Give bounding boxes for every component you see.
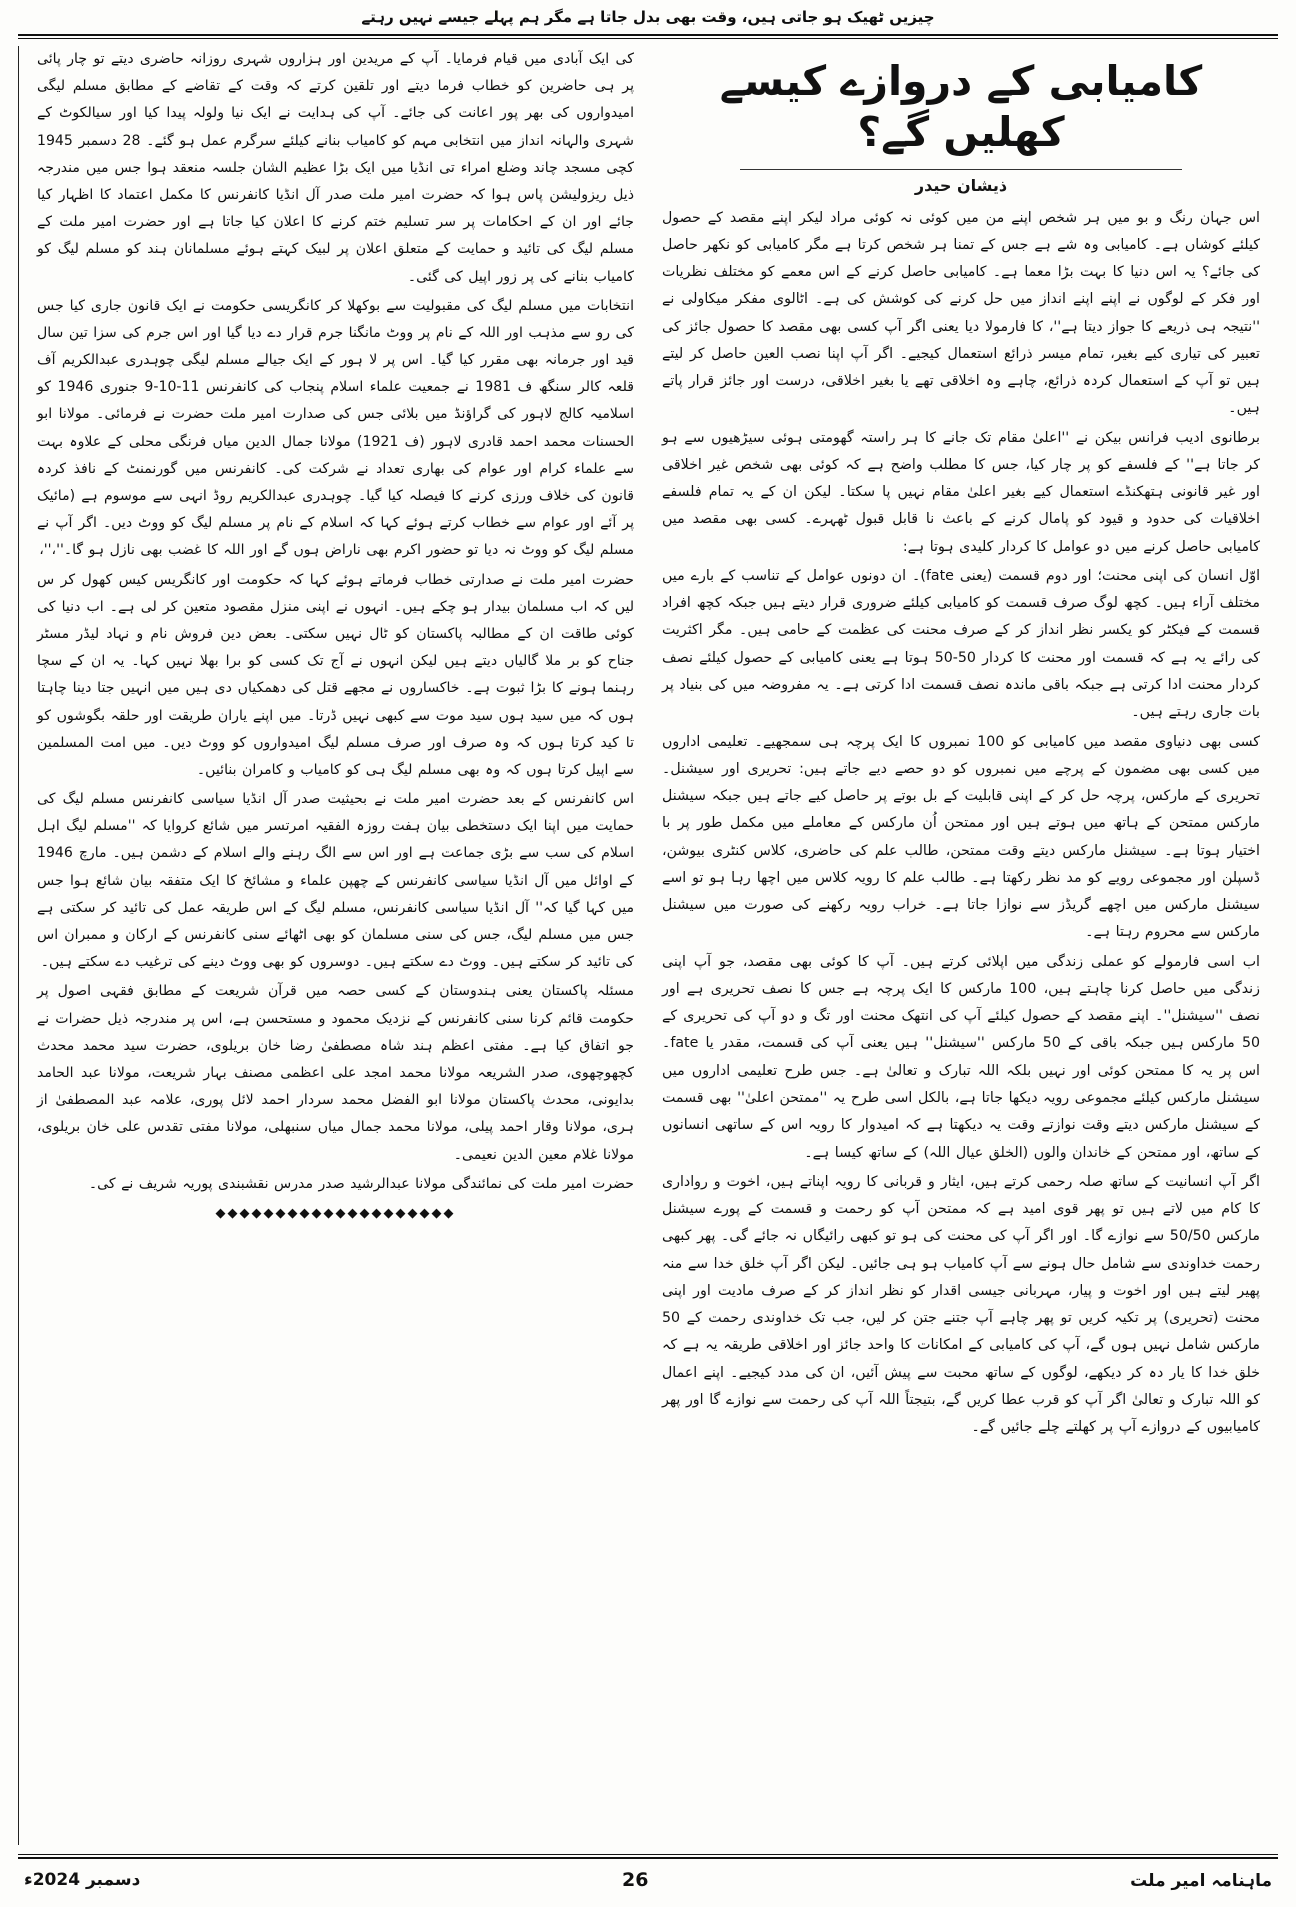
article-byline: ذیشان حیدر — [914, 175, 1008, 195]
column-left — [648, 46, 1278, 1845]
magazine-name: ماہنامہ امیر ملت — [1130, 1870, 1272, 1891]
footer-rule-thick — [18, 1857, 1278, 1859]
column-right — [18, 46, 648, 1845]
paragraph: کسی بھی دنیاوی مقصد میں کامیابی کو 100 نمبروں کا ایک پرچہ ہی سمجھیے۔ تعلیمی اداروں میں کسی بھی مضمون کے پرچے میں نمبروں کو دو حصے دیے جاتے ہیں: تحریری اور سیشنل۔ تحریری کے مارکس، پرچہ حل کر کے اپنی قابلیت کے بل بوتے پر حاصل کیے جاتے ہیں جبکہ سیشنل مارکس ممتحن کے ہاتھ میں ہوتے ہیں اور ممتحن اُن مارکس کے معاملے میں مکمل طور پر با اختیار ہوتا ہے۔ سیشنل مارکس دیتے وقت ممتحن، طالب علم کی حاضری، کلاس کنٹری بیوشن، ڈسپلن اور مجموعی رویے کو مد نظر رکھتا ہے۔ طالب علم کا رویہ کلاس میں اچھا رہا ہو تو اسے سیشنل مارکس میں اچھے گریڈز سے نوازا جاتا ہے۔ خراب رویہ رکھنے کی صورت میں سیشنل مارکس سے محروم رہتا ہے۔ — [662, 733, 1260, 941]
section-end-ornament: ◆◆◆◆◆◆◆◆◆◆◆◆◆◆◆◆◆◆◆◆ — [215, 1205, 456, 1221]
issue-date: دسمبر 2024ء — [24, 1870, 141, 1890]
paragraph: اس جہان رنگ و بو میں ہر شخص اپنے من میں کوئی نہ کوئی مراد لیکر اپنے مقصد کے حصول کیلئے کوشاں ہے۔ کامیابی وہ شے ہے جس کے تمنا ہر شخص کرتا ہے مگر کامیابی کو نکھر حاصل کی جائے؟ یہ اس دنیا کا بہت بڑا معما ہے۔ کامیابی حاصل کرنے کے اس معمے کو مختلف نظریات اور فکر کے لوگوں نے اپنے اپنے انداز میں حل کرنے کی کوشش کی ہے۔ اٹالوی مفکر میکاولی نے ''نتیجہ ہی ذریعے کا جواز دیتا ہے''، کا فارمولا دیا یعنی اگر آپ کسی بھی مقصد کا حصول جائز کی تعبیر کی تیاری کیے بغیر، تمام میسر ذرائع استعمال کیجیے۔ اگر آپ اپنا نصب العین حاصل کر لیتے ہیں تو آپ کے استعمال کردہ ذرائع، چاہے وہ اخلاقی تھے یا بغیر اخلاقی، درست اور جائز قرار پاتے ہیں۔ — [662, 209, 1260, 417]
footer-rule-thin — [18, 1854, 1278, 1855]
header-rule-thin — [18, 38, 1278, 39]
title-block — [662, 56, 1260, 195]
paragraph: مسئلہ پاکستان یعنی ہندوستان کے کسی حصہ میں قرآن شریعت کے مطابق فقہی اصول پر حکومت قائم کرنا سنی کانفرنس کے نزدیک محمود و مستحسن ہے، اس پر مندرجہ ذیل حضرات نے جو اتفاق کیا ہے۔ مفتی اعظم ہند شاہ مصطفیٰ رضا خان بریلوی، حضرت سید محمد محدث کچھوچھوی، صدر الشریعہ مولانا محمد امجد علی اعظمی مصنف بہار شریعت، مولانا عبد الحامد بدایونی، محدث پاکستان مولانا ابو الفضل محمد سردار احمد لائل پوری، علامہ عبد المصطفیٰ از ہری، مولانا وقار احمد پیلی، مولانا محمد جمال میاں سنبھلی، مولانا مفتی تقدس علی خان بریلوی، مولانا غلام معین الدین نعیمی۔ — [37, 983, 634, 1163]
header-rule-thick — [18, 34, 1278, 36]
running-header: چیزیں ٹھیک ہو جاتی ہیں، وقت بھی بدل جاتا ہے مگر ہم پہلے جیسے نہیں رہتے — [361, 8, 935, 26]
page-footer — [24, 1865, 1272, 1895]
paragraph: حضرت امیر ملت نے صدارتی خطاب فرماتے ہوئے کہا کہ حکومت اور کانگریس کیس کھول کر س لیں کہ اب مسلمان بیدار ہو چکے ہیں۔ انہوں نے اپنی منزل مقصود متعین کر لی ہے۔ اب دنیا کی کوئی طاقت ان کے مطالبہ پاکستان کو ٹال نہیں سکتی۔ بعض دین فروش نام و نہاد لیڈر مسٹر جناح کو بر ملا گالیاں دیتے ہیں لیکن انہوں نے آج تک کسی کو برا بھلا نہیں کہا۔ یہ ان کے سچا رہنما ہونے کا بڑا ثبوت ہے۔ خاکساروں نے مجھے قتل کی دھمکیاں دی ہیں میں انہیں جتا دینا چاہتا ہوں کہ میں سید ہوں سید موت سے کبھی نہیں ڈرتا۔ میں اپنے یاران طریقت اور حلقہ بگوشوں کو تا کید کرتا ہوں کہ وہ صرف اور صرف مسلم لیگ امیدواروں کو ووٹ دیں۔ میں امت المسلمین سے اپیل کرتا ہوں کہ وہ بھی مسلم لیگ ہی کو کامیاب و کامران بنائیں۔ — [37, 571, 634, 778]
paragraph: اوّل انسان کی اپنی محنت؛ اور دوم قسمت (یعنی fate)۔ ان دونوں عوامل کے تناسب کے بارے میں مختلف آراء ہیں۔ کچھ لوگ صرف قسمت کو کامیابی کیلئے ضروری قرار دیتے ہیں جبکہ کچھ افراد قسمت کے فیکٹر کو یکسر نظر انداز کر کے صرف محنت کی عظمت کے حامی ہیں۔ مگر اکثریت کی رائے یہ ہے کہ قسمت اور محنت کا کردار 50-50 ہوتا ہے یعنی کامیابی کے حصول کیلئے نصف کردار محنت ادا کرتی ہے جبکہ باقی ماندہ نصف قسمت ادا کرتی ہے۔ یہ مفروضہ میں کی بنیاد پر بات جاری رہتے ہیں۔ — [662, 567, 1261, 721]
paragraph: حضرت امیر ملت کی نمائندگی مولانا عبدالرشید صدر مدرس نقشبندی پوریہ شریف نے کی۔ — [88, 1175, 634, 1192]
title-divider — [740, 169, 1183, 170]
paragraph: اگر آپ انسانیت کے ساتھ صلہ رحمی کرتے ہیں، ایثار و قربانی کا رویہ اپناتے ہیں، اخوت و رواداری کا کام میں لاتے ہیں تو پھر قوی امید ہے کہ ممتحن آپ کو رحمت و قسمت کے پورے سیشنل مارکس 50/50 سے نوازے گا۔ اور اگر آپ کی محنت کی ہو تو کبھی رائیگاں نہ جائے گی۔ پھر کبھی رحمت خداوندی سے شامل حال ہونے سے آپ کامیاب ہو ہی جائیں۔ لیکن اگر آپ خلق خدا سے منہ پھیر لیتے ہیں اور اخوت و پیار، مہربانی جیسی اقدار کو نظر انداز کر کے صرف مادیت اور اپنی محنت (تحریری) پر تکیہ کریں تو پھر چاہے آپ جتنے جتن کر لیں، جب تک خداوندی رحمت کے 50 مارکس شامل نہیں ہوں گے، آپ کی کامیابی کے امکانات کا واحد جائز اور اخلاقی طریقہ یہ ہے کہ خلق خدا کا یار دہ کر دیکھے، لوگوں کے ساتھ محبت سے پیش آئیں، ان کی مدد کیجیے۔ اپنے اعمال کو اللہ تبارک و تعالیٰ اگر آپ کو قرب عطا کریں گے، بتیجتاً اللہ آپ کی رحمت سے نوازے گا اور پھر کامیابیوں کے دروازے آپ پر کھلتے چلے جائیں گے۔ — [662, 1173, 1260, 1436]
paragraph: برطانوی ادیب فرانس بیکن نے ''اعلیٰ مقام تک جانے کا ہر راستہ گھومتی ہوئی سیڑھیوں سے ہو کر جاتا ہے'' کے فلسفے کو پر چار کیا، جس کا مطلب واضح ہے کہ کوئی بھی شخص غیر اخلاقی اور غیر قانونی ہتھکنڈے استعمال کیے بغیر اعلیٰ مقام نہیں پا سکتا۔ لیکن ان کے یہ تمام فلسفے اخلاقیات کی حدود و قیود کو پامال کرنے کے باعث نا قابل قبول ٹھہرے۔ کسی بھی مقصد میں کامیابی حاصل کرنے میں دو عوامل کا کردار کلیدی ہوتا ہے: — [662, 429, 1260, 555]
right-column-text — [37, 46, 634, 1198]
paragraph: اس کانفرنس کے بعد حضرت امیر ملت نے بحیثیت صدر آل انڈیا سیاسی کانفرنس مسلم لیگ کی حمایت میں اپنا ایک دستخطی بیان ہفت روزہ الفقیہ امرتسر میں شائع کروایا کہ ''مسلم لیگ اہل اسلام کی سب سے بڑی جماعت ہے اور اس سے الگ رہنے والے اسلام کے دشمن ہیں۔ مارچ 1946 کے اوائل میں آل انڈیا سیاسی کانفرنس کے چھپن علماء و مشائخ کا ایک متفقہ بیان شائع ہوا جس میں کہا گیا کہ'' آل انڈیا سیاسی کانفرنس، مسلم لیگ کے اس طریقہ عمل کی تائید کر سکتی ہے جس میں مسلم لیگ، جس کی سنی مسلمان کو بھی اٹھائے سنی کانفرنس کے ارکان و ممبران اس کی تائید کر سکتے ہیں۔ ووٹ دے سکتے ہیں۔ دوسروں کو بھی ووٹ دینے کی ترغیب دے سکتے ہیں۔ — [37, 791, 634, 971]
paragraph: کی ایک آبادی میں قیام فرمایا۔ آپ کے مریدین اور ہزاروں شہری روزانہ حاضری دیتے تو چار پائی پر ہی حاضرین کو خطاب فرما دیتے اور تلقین کرتے کہ وقت کے تقاضے کے مطابق مسلم لیگی امیدواروں کی بھر پور اعانت کی جائے۔ آپ کی ہدایت نے ایک نیا ولولہ پیدا کیا اور سیالکوٹ کے شہری والہانہ انداز میں انتخابی مہم کو کامیاب بنانے کیلئے سرگرم عمل ہو گئے۔ 28 دسمبر 1945 کچی مسجد چاند وضلع امراء تی انڈیا میں ایک بڑا عظیم الشان جلسہ منعقد ہوا جس میں مندرجہ ذیل ریزولیشن پاس ہوا کہ حضرت امیر ملت صدر آل انڈیا کانفرنس کا مکمل اعتماد کا اظہار کیا جائے اور ان کے احکامات پر سر تسلیم ختم کرنے کا اعلان کیا جاتا ہے اور حضرت امیر ملت کے مسلم لیگ کی تائید و حمایت کے متعلق اعلان پر لبیک کہتے ہوئے مسلمانان ہند کو مسلم لیگ کو کامیاب بنانے کی پر زور اپیل کی گئی۔ — [37, 51, 634, 285]
article-title: کامیابی کے دروازے کیسے کھلیں گے؟ — [719, 57, 1203, 157]
page-number: 26 — [622, 1869, 649, 1891]
left-column-text — [662, 205, 1260, 1442]
paragraph: انتخابات میں مسلم لیگ کی مقبولیت سے بوکھلا کر کانگریسی حکومت نے ایک قانون جاری کیا جس کی رو سے مذہب اور اللہ کے نام پر ووٹ مانگنا جرم قرار دے دیا گیا اور اس جرم کی سزا تین سال قید اور جرمانہ بھی مقرر کیا گیا۔ اس پر لا ہور کے ایک جیالے مسلم لیگی چوہدری عبدالکریم آف قلعہ کالر سنگھ ف 1981 نے جمعیت علماء اسلام پنجاب کی کانفرنس 11-10-9 جنوری 1946 کو اسلامیہ کالج لاہور کی گراؤنڈ میں بلائی جس کی صدارت امیر ملت حضرت نے فرمائی۔ مولانا ابو الحسنات محمد احمد قادری لاہور (ف 1921) مولانا جمال الدین میاں فرنگی محلی کے علاوہ بہت سے علماء کرام اور عوام کی بھاری تعداد نے شرکت کی۔ کانفرنس میں گورنمنٹ کے نافذ کردہ قانون کی خلاف ورزی کرنے کا فیصلہ کیا گیا۔ چوہدری عبدالکریم روڈ انہی سے موسوم ہے (مائیک پر آئے اور عوام سے خطاب کرتے ہوئے کہا کہ اسلام کے نام پر مسلم لیگ کو ووٹ دیں۔ اگر آپ نے مسلم لیگ کو ووٹ نہ دیا تو حضور اکرم بھی ناراض ہوں گے اور اللہ کا غضب بھی نازل ہو گا۔''،''، — [37, 297, 634, 559]
paragraph: اب اسی فارمولے کو عملی زندگی میں اپلائی کرتے ہیں۔ آپ کا کوئی بھی مقصد، جو آپ اپنی زندگی میں حاصل کرنا چاہتے ہیں، 100 مارکس کا ایک پرچہ ہے جس کا نصف تحریری ہے اور نصف ''سیشنل''۔ اپنے مقصد کے حصول کیلئے آپ کی انتھک محنت اور تگ و دو آپ کی تحریری کے 50 مارکس ہیں جبکہ باقی کے 50 مارکس ''سیشنل'' ہیں یعنی آپ کی قسمت، مقدر یا fate۔ اس پر یہ کا ممتحن کوئی اور نہیں بلکہ اللہ تبارک و تعالیٰ ہے۔ جس طرح تعلیمی اداروں میں سیشنل مارکس کیلئے مجموعی رویہ دیکھا جاتا ہے، بالکل اسی طرح یہ ''ممتحن اعلیٰ'' بھی قسمت کے سیشنل مارکس دیتے وقت نوازتے وقت یہ دیکھتا ہے کہ امیدوار کا رویہ اس کے ساتھی انسانوں کے ساتھ، اور ممتحن کے خاندان والوں (الخلق عیال اللہ) کے ساتھ کیسا ہے۔ — [662, 953, 1260, 1161]
article-columns — [18, 46, 1278, 1845]
